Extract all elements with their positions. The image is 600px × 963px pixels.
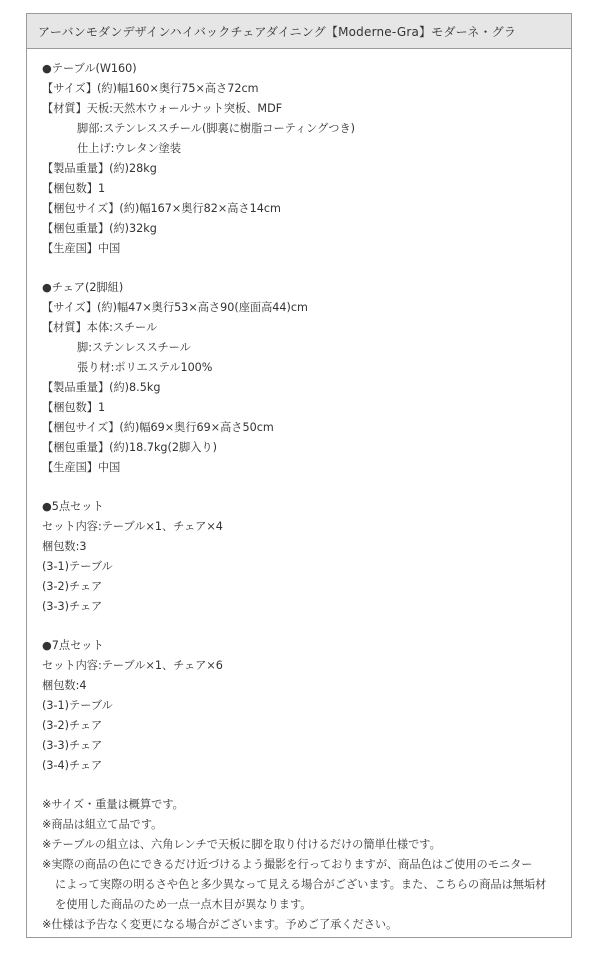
set5-item-2: (3-2)チェア <box>42 580 103 593</box>
chair-pkg-size: 【梱包サイズ】(約)幅69×奥行69×高さ50cm <box>42 421 274 434</box>
note-size-weight: ※サイズ・重量は概算です。 <box>42 798 184 811</box>
note-assembly: ※商品は組立て品です。 <box>42 818 163 831</box>
table-finish: 仕上げ:ウレタン塗装 <box>77 142 182 155</box>
chair-size: 【サイズ】(約)幅47×奥行53×高さ90(座面高44)cm <box>42 301 308 314</box>
note-table-assembly: ※テーブルの組立は、六角レンチで天板に脚を取り付けるだけの簡単仕様です。 <box>42 838 441 851</box>
chair-material: 【材質】本体:スチール <box>42 321 158 334</box>
set5-heading: ●5点セット <box>42 500 104 513</box>
set5-item-1: (3-1)テーブル <box>42 560 113 573</box>
chair-heading: ●チェア(2脚組) <box>42 281 124 294</box>
note-spec-change: ※仕様は予告なく変更になる場合がございます。予めご了承ください。 <box>42 918 398 931</box>
set7-heading: ●7点セット <box>42 639 104 652</box>
chair-weight: 【製品重量】(約)8.5kg <box>42 381 161 394</box>
table-pkg-weight: 【梱包重量】(約)32kg <box>42 222 157 235</box>
chair-material-leg: 脚:ステンレススチール <box>77 341 191 354</box>
set7-item-1: (3-1)テーブル <box>42 699 113 712</box>
note-color-3: を使用した商品のため一点一点木目が異なります。 <box>55 898 312 911</box>
table-weight: 【製品重量】(約)28kg <box>42 162 157 175</box>
table-size: 【サイズ】(約)幅160×奥行75×高さ72cm <box>42 82 259 95</box>
set7-item-4: (3-4)チェア <box>42 759 103 772</box>
table-heading: ●テーブル(W160) <box>42 62 137 75</box>
set7-pkg-count: 梱包数:4 <box>42 679 87 692</box>
set7-item-2: (3-2)チェア <box>42 719 103 732</box>
note-color-1: ※実際の商品の色にできるだけ近づけるよう撮影を行っておりますが、商品色はご使用のモニター <box>42 858 533 871</box>
set5-pkg-count: 梱包数:3 <box>42 540 87 553</box>
table-pkg-size: 【梱包サイズ】(約)幅167×奥行82×高さ14cm <box>42 202 281 215</box>
set5-contents: セット内容:テーブル×1、チェア×4 <box>42 520 223 533</box>
chair-origin: 【生産国】中国 <box>42 461 121 474</box>
spec-panel <box>26 13 572 938</box>
set5-item-3: (3-3)チェア <box>42 600 103 613</box>
note-color-2: によって実際の明るさや色と多少異なって見える場合がございます。また、こちらの商品は無垢材 <box>55 878 547 891</box>
panel-header <box>27 14 571 49</box>
set7-item-3: (3-3)チェア <box>42 739 103 752</box>
chair-material-fabric: 張り材:ポリエステル100% <box>77 361 213 374</box>
table-material-leg: 脚部:ステンレススチール(脚裏に樹脂コーティングつき) <box>77 122 356 135</box>
table-origin: 【生産国】中国 <box>42 242 121 255</box>
table-material: 【材質】天板:天然木ウォールナット突板、MDF <box>42 102 283 115</box>
table-pkg-count: 【梱包数】1 <box>42 182 106 195</box>
page-title: アーバンモダンデザインハイバックチェアダイニング【Moderne-Gra】モダーネ・グラ <box>38 25 517 39</box>
chair-pkg-count: 【梱包数】1 <box>42 401 106 414</box>
chair-pkg-weight: 【梱包重量】(約)18.7kg(2脚入り) <box>42 441 217 454</box>
set7-contents: セット内容:テーブル×1、チェア×6 <box>42 659 223 672</box>
